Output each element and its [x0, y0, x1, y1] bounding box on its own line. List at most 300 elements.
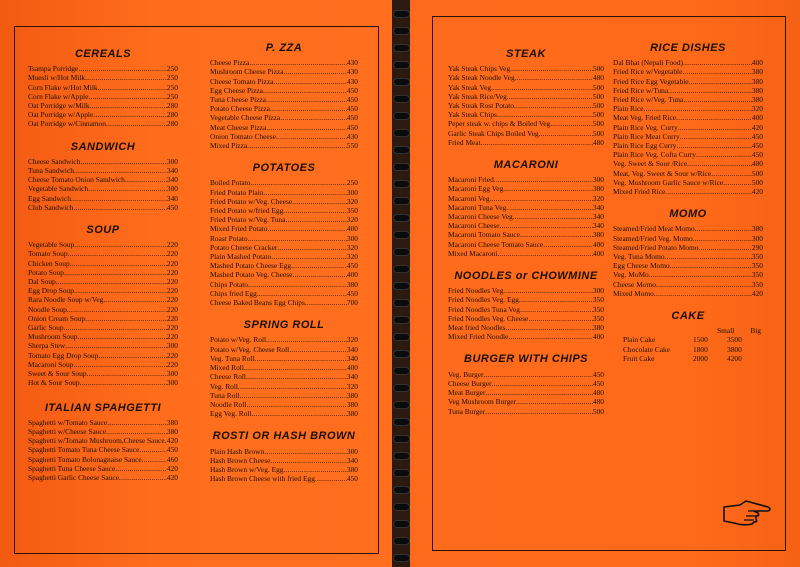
- dot-leader: [656, 280, 752, 289]
- menu-item-price: 320: [592, 193, 604, 203]
- menu-item-price: 380: [346, 279, 358, 289]
- dot-leader: [292, 270, 347, 279]
- dot-leader: [77, 332, 166, 341]
- menu-item-name: Egg Drop Soup: [28, 286, 74, 296]
- menu-item-name: Hash Brown w/Veg. Egg: [210, 464, 284, 474]
- cake-price-big: 4200: [727, 353, 742, 363]
- menu-item-price: 300: [346, 233, 358, 243]
- menu-item-name: Spaghetti Tomato Tuna Cheese Sauce: [28, 445, 140, 455]
- dot-leader: [78, 64, 167, 73]
- menu-item-name: Fried Meat: [448, 137, 481, 147]
- dot-leader: [266, 123, 347, 132]
- menu-item-name: Hot & Sour Soup: [28, 378, 80, 388]
- menu-item-name: Macaroni Tuna Veg.: [448, 202, 509, 212]
- menu-item: [448, 370, 604, 379]
- menu-item: [210, 243, 358, 252]
- menu-item: [28, 119, 178, 128]
- menu-item-name: Hash Brown Cheese: [210, 455, 271, 465]
- menu-item-name: Chicken Soup: [28, 258, 70, 268]
- menu-item-name: Potato Cheese Pizza: [210, 104, 270, 114]
- menu-item-name: Garlic Soup: [28, 323, 64, 333]
- dot-leader: [98, 351, 167, 360]
- menu-section: [210, 432, 358, 483]
- menu-item-name: Macaroni Cheese: [448, 221, 500, 231]
- menu-item-price: 380: [592, 184, 604, 194]
- dot-leader: [497, 249, 592, 258]
- binding-ring: [393, 197, 410, 205]
- menu-item: [28, 64, 178, 73]
- menu-item-price: 380: [751, 224, 763, 234]
- menu-item-price: 450: [346, 113, 358, 123]
- menu-item-name: Muesli w/Hot Milk: [28, 73, 86, 83]
- menu-item-price: 280: [166, 110, 178, 120]
- menu-item-price: 300: [166, 341, 178, 351]
- menu-item: [210, 197, 358, 206]
- size-small-label: Small: [717, 326, 735, 336]
- menu-item: [210, 206, 358, 215]
- menu-item-name: Macaroni Soup: [28, 359, 74, 369]
- dot-leader: [513, 212, 593, 221]
- menu-item: [613, 95, 763, 104]
- menu-item: [210, 178, 358, 187]
- menu-item-name: Potato Cheese Cracker: [210, 242, 278, 252]
- dot-leader: [106, 427, 167, 436]
- menu-item: [210, 372, 358, 381]
- menu-item-name: Cheese Burger: [448, 378, 492, 388]
- menu-item-name: Cheese Tomato Onion Sandwich: [28, 175, 125, 185]
- dot-leader: [107, 418, 167, 427]
- dot-leader: [520, 230, 593, 239]
- dot-leader: [70, 259, 167, 268]
- menu-item-name: Cheese Baked Beans Egg Chips: [210, 298, 305, 308]
- menu-item: [28, 83, 178, 92]
- dot-leader: [280, 113, 347, 122]
- menu-item: [448, 230, 604, 239]
- menu-item-price: 220: [166, 258, 178, 268]
- menu-item-price: 300: [346, 446, 358, 456]
- menu-item-price: 220: [166, 277, 178, 287]
- menu-item-name: Yak Steak Chips Veg.: [448, 64, 512, 74]
- menu-item-price: 500: [751, 177, 763, 187]
- menu-item-name: Peper steak w. chips & Boiled Veg.: [448, 119, 553, 129]
- menu-item-price: 380: [346, 399, 358, 409]
- menu-item-name: Mushroom Soup: [28, 332, 78, 342]
- menu-item-price: 500: [751, 168, 763, 178]
- menu-item-price: 290: [751, 242, 763, 252]
- binding-ring: [393, 316, 410, 324]
- menu-item-price: 450: [346, 104, 358, 114]
- menu-item-price: 300: [166, 184, 178, 194]
- dot-leader: [676, 113, 752, 122]
- dot-leader: [644, 104, 752, 113]
- menu-item: [28, 166, 178, 175]
- menu-item: [28, 295, 178, 304]
- menu-item-price: 350: [751, 261, 763, 271]
- menu-item-name: Plain Rice Veg. Curry: [613, 122, 678, 132]
- menu-item-price: 340: [592, 221, 604, 231]
- menu-item-price: 380: [592, 230, 604, 240]
- menu-item-name: Meat, Veg. Sweet & Sour w/Rice: [613, 168, 712, 178]
- dot-leader: [494, 175, 593, 184]
- menu-item-name: Dal Soup: [28, 277, 56, 287]
- dot-leader: [249, 58, 347, 67]
- menu-item-price: 220: [166, 350, 178, 360]
- dot-leader: [305, 298, 347, 307]
- cake-name: Chocolate Cake: [623, 344, 670, 354]
- binding-ring: [393, 112, 410, 120]
- menu-item-price: 340: [346, 372, 358, 382]
- menu-section: [28, 226, 178, 387]
- menu-item: [613, 289, 763, 298]
- menu-item-price: 420: [751, 187, 763, 197]
- menu-item: [28, 378, 178, 387]
- menu-item-price: 350: [592, 313, 604, 323]
- dot-leader: [98, 83, 167, 92]
- left-column-2: [210, 44, 358, 483]
- menu-item-price: 430: [346, 131, 358, 141]
- menu-item: [448, 305, 604, 314]
- dot-leader: [255, 354, 347, 363]
- menu-item-name: Garlic Steak Chips Boiled Veg.: [448, 128, 541, 138]
- binding-ring: [393, 333, 410, 341]
- menu-item: [28, 464, 178, 473]
- menu-item-price: 320: [346, 381, 358, 391]
- menu-section: [28, 401, 178, 483]
- dot-leader: [266, 335, 347, 344]
- right-column-2: [613, 44, 763, 363]
- menu-item-price: 400: [592, 332, 604, 342]
- menu-item: [613, 178, 763, 187]
- menu-item-price: 250: [166, 82, 178, 92]
- menu-item-name: Egg Veg. Roll: [210, 409, 252, 419]
- menu-item-name: Plain Mashed Potato: [210, 252, 272, 262]
- menu-item: [448, 240, 604, 249]
- dot-leader: [670, 261, 752, 270]
- menu-item-name: Yak Steak Chips: [448, 110, 497, 120]
- menu-item: [613, 243, 763, 252]
- dot-leader: [244, 363, 347, 372]
- menu-item-name: Macaroni Cheese Veg: [448, 212, 513, 222]
- menu-item-name: Spaghetti w/Tomato Sauce: [28, 417, 108, 427]
- menu-item: [210, 123, 358, 132]
- section-heading: POTATOES: [252, 162, 316, 175]
- menu-item: [448, 101, 604, 110]
- menu-item-price: 280: [166, 119, 178, 129]
- menu-item-name: Fried Rice w/Vegetable: [613, 67, 683, 77]
- dot-leader: [284, 465, 347, 474]
- menu-item: [210, 474, 358, 483]
- binding-ring: [393, 44, 410, 52]
- binding-ring: [393, 537, 410, 545]
- menu-item-price: 420: [166, 463, 178, 473]
- menu-item-name: Fried Rice Egg Vegetable: [613, 76, 689, 86]
- dot-leader: [723, 178, 752, 187]
- binding-ring: [393, 299, 410, 307]
- dot-leader: [68, 249, 167, 258]
- menu-item: [613, 86, 763, 95]
- menu-item: [210, 465, 358, 474]
- dot-leader: [668, 86, 752, 95]
- menu-item-price: 550: [346, 141, 358, 151]
- menu-item-name: Noodle Soup: [28, 304, 67, 314]
- menu-item-price: 340: [346, 455, 358, 465]
- binding-ring: [393, 10, 410, 18]
- menu-item-name: Meat Cheese Pizza: [210, 122, 267, 132]
- menu-item-name: Egg Cheese Pizza: [210, 85, 263, 95]
- dot-leader: [67, 305, 167, 314]
- menu-item-name: Tuna Burger: [448, 406, 486, 416]
- menu-item-name: Fried Rice w/Veg. Tuna: [613, 95, 684, 105]
- menu-item-price: 250: [166, 73, 178, 83]
- menu-item: [613, 159, 763, 168]
- menu-item: [448, 138, 604, 147]
- left-column-1: [28, 50, 178, 482]
- menu-item: [210, 270, 358, 279]
- menu-item-name: Mixed Macaroni: [448, 248, 498, 258]
- menu-item-price: 350: [592, 295, 604, 305]
- menu-item-price: 300: [592, 175, 604, 185]
- menu-item: [28, 332, 178, 341]
- menu-item: [448, 314, 604, 323]
- menu-item-price: 380: [346, 390, 358, 400]
- menu-item-price: 380: [751, 85, 763, 95]
- menu-item-name: Yak Steak Noodle Veg: [448, 73, 515, 83]
- menu-item-name: Tuna Sandwich: [28, 166, 74, 176]
- menu-item-name: Vegetable Soup: [28, 240, 75, 250]
- menu-item-price: 350: [346, 206, 358, 216]
- menu-item-name: Veg. Roll: [210, 381, 238, 391]
- dot-leader: [497, 110, 593, 119]
- dot-leader: [505, 323, 592, 332]
- left-menu-page: [0, 0, 392, 567]
- menu-item-price: 500: [592, 110, 604, 120]
- cake-price-small: 1500: [693, 335, 708, 345]
- dot-leader: [649, 270, 752, 279]
- dot-leader: [514, 101, 593, 110]
- menu-item-price: 480: [592, 388, 604, 398]
- menu-item: [210, 261, 358, 270]
- menu-item-price: 220: [166, 249, 178, 259]
- menu-item: [210, 113, 358, 122]
- menu-item-name: Plain Hash Brown: [210, 446, 265, 456]
- menu-item: [613, 270, 763, 279]
- cake-item: [613, 335, 763, 344]
- menu-item-name: Veg. Sweet & Sour /Rice: [613, 159, 688, 169]
- menu-item-name: Vegetable Cheese Pizza: [210, 113, 281, 123]
- menu-item-name: Meat Burger: [448, 388, 486, 398]
- menu-item-name: Veg. Tuna Roll: [210, 353, 255, 363]
- dot-leader: [283, 67, 346, 76]
- menu-item-price: 450: [346, 85, 358, 95]
- menu-item-price: 320: [751, 104, 763, 114]
- binding-ring: [393, 265, 410, 273]
- menu-item-price: 380: [751, 67, 763, 77]
- menu-item-price: 320: [346, 196, 358, 206]
- menu-item-price: 320: [346, 335, 358, 345]
- menu-section: [28, 50, 178, 129]
- menu-item-name: Fried Noodles Tuna Veg: [448, 304, 520, 314]
- menu-item: [448, 407, 604, 416]
- menu-item: [28, 259, 178, 268]
- section-heading: SANDWICH: [70, 140, 136, 153]
- binding-ring: [393, 401, 410, 409]
- menu-item: [448, 203, 604, 212]
- binding-ring: [393, 503, 410, 511]
- binding-ring: [393, 78, 410, 86]
- menu-item-price: 480: [751, 159, 763, 169]
- dot-leader: [683, 58, 752, 67]
- menu-item-price: 400: [592, 248, 604, 258]
- menu-item-name: Fried Noodles Veg.: [448, 286, 506, 296]
- menu-item-price: 400: [751, 113, 763, 123]
- menu-item-price: 220: [166, 267, 178, 277]
- menu-item-name: Veg Mushroom Burger: [448, 397, 517, 407]
- section-heading: SOUP: [86, 224, 120, 237]
- menu-item-name: Fried Potato w/fried Egg: [210, 206, 284, 216]
- menu-item-price: 500: [592, 91, 604, 101]
- menu-item: [28, 445, 178, 454]
- dot-leader: [93, 110, 167, 119]
- menu-item-price: 220: [166, 240, 178, 250]
- menu-item: [613, 224, 763, 233]
- menu-item-name: Hash Brown Cheese with fried Egg: [210, 474, 315, 484]
- menu-item-price: 450: [346, 288, 358, 298]
- menu-item-name: Cheese Momo: [613, 279, 656, 289]
- menu-item-name: Fried Noodles Veg. Egg: [448, 295, 519, 305]
- menu-item: [448, 83, 604, 92]
- menu-item-price: 340: [346, 344, 358, 354]
- cake-item: [613, 345, 763, 354]
- dot-leader: [492, 379, 593, 388]
- menu-item-name: Mixed Roll: [210, 363, 244, 373]
- menu-item: [210, 86, 358, 95]
- menu-item-name: Sweet & Sour Soup: [28, 369, 87, 379]
- menu-item: [613, 187, 763, 196]
- menu-item-price: 450: [346, 261, 358, 271]
- menu-item-name: Spaghetti Tomato Bolonagnaise Sauce: [28, 454, 142, 464]
- menu-item-price: 420: [166, 436, 178, 446]
- section-heading: CAKE: [671, 310, 705, 323]
- dot-leader: [88, 184, 167, 193]
- dot-leader: [74, 240, 167, 249]
- dot-leader: [119, 473, 167, 482]
- menu-item-name: Steamed/Fried Meat Momo: [613, 224, 695, 234]
- dot-leader: [687, 159, 752, 168]
- right-menu-page: [410, 0, 800, 567]
- menu-item-price: 450: [346, 95, 358, 105]
- section-heading: MOMO: [669, 208, 707, 221]
- menu-item-price: 420: [751, 288, 763, 298]
- dot-leader: [56, 277, 167, 286]
- dot-leader: [125, 175, 167, 184]
- menu-item-name: Mushroom Cheese Pizza: [210, 67, 284, 77]
- menu-item: [28, 175, 178, 184]
- size-big-label: Big: [750, 326, 761, 336]
- menu-item: [210, 58, 358, 67]
- menu-item: [613, 141, 763, 150]
- menu-section: [28, 140, 178, 212]
- menu-item-price: 300: [166, 369, 178, 379]
- menu-item-price: 220: [166, 286, 178, 296]
- menu-item: [448, 129, 604, 138]
- menu-section: [448, 272, 604, 341]
- section-heading: P. ZZA: [265, 42, 303, 54]
- menu-item-price: 300: [346, 187, 358, 197]
- menu-item-name: Corn Flake w/Hot Milk: [28, 82, 98, 92]
- menu-item-name: Fried Potato w/Veg. Cheese: [210, 196, 293, 206]
- binding-ring: [393, 435, 410, 443]
- menu-item: [613, 132, 763, 141]
- menu-item: [210, 298, 358, 307]
- menu-item: [28, 436, 178, 445]
- dot-leader: [508, 332, 593, 341]
- menu-item-price: 220: [166, 295, 178, 305]
- menu-section: [613, 44, 763, 196]
- menu-item-price: 340: [166, 166, 178, 176]
- menu-item-name: Yak Steak Rost Potato: [448, 101, 514, 111]
- dot-leader: [74, 166, 167, 175]
- menu-item-price: 400: [346, 363, 358, 373]
- dot-leader: [64, 268, 167, 277]
- dot-leader: [248, 280, 347, 289]
- menu-item-name: Plain Rice Meat Curry: [613, 131, 680, 141]
- dot-leader: [115, 464, 167, 473]
- dot-leader: [286, 215, 347, 224]
- menu-item-name: Meat fried Noodles: [448, 323, 506, 333]
- menu-section: [448, 161, 604, 258]
- menu-item-name: Spaghetti w/Tomato Mushroom,Cheese Sauce: [28, 436, 165, 446]
- cake-section: [613, 312, 763, 363]
- menu-item: [28, 305, 178, 314]
- dot-leader: [519, 295, 593, 304]
- menu-item-price: 220: [166, 313, 178, 323]
- dot-leader: [711, 169, 752, 178]
- menu-item-price: 400: [592, 239, 604, 249]
- menu-item: [28, 351, 178, 360]
- menu-item-name: Boiled Potato: [210, 178, 251, 188]
- menu-section: [210, 164, 358, 307]
- menu-item: [210, 382, 358, 391]
- menu-item-price: 430: [346, 67, 358, 77]
- dot-leader: [73, 203, 167, 212]
- menu-item: [28, 240, 178, 249]
- menu-section: [210, 44, 358, 150]
- menu-item-name: Mashed Potato Veg. Cheese: [210, 270, 293, 280]
- menu-item-name: Egg Sandwich: [28, 193, 71, 203]
- menu-item-price: 380: [592, 323, 604, 333]
- menu-item: [448, 323, 604, 332]
- pointing-hand-icon: [722, 497, 774, 527]
- section-heading: ITALIAN SPAHGETTI: [44, 401, 162, 414]
- menu-item-price: 350: [592, 304, 604, 314]
- binding-ring: [393, 350, 410, 358]
- menu-item-price: 280: [166, 101, 178, 111]
- menu-item-price: 380: [166, 426, 178, 436]
- menu-item: [448, 286, 604, 295]
- menu-item-price: 450: [166, 445, 178, 455]
- menu-item-price: 350: [751, 270, 763, 280]
- dot-leader: [270, 104, 347, 113]
- dot-leader: [528, 314, 593, 323]
- dot-leader: [540, 129, 592, 138]
- menu-item-price: 420: [751, 122, 763, 132]
- menu-item: [448, 379, 604, 388]
- menu-item-price: 450: [592, 378, 604, 388]
- section-heading: NOODLES or CHOWMINE: [454, 270, 598, 283]
- dot-leader: [665, 252, 752, 261]
- dot-leader: [90, 101, 167, 110]
- menu-item-price: 300: [751, 233, 763, 243]
